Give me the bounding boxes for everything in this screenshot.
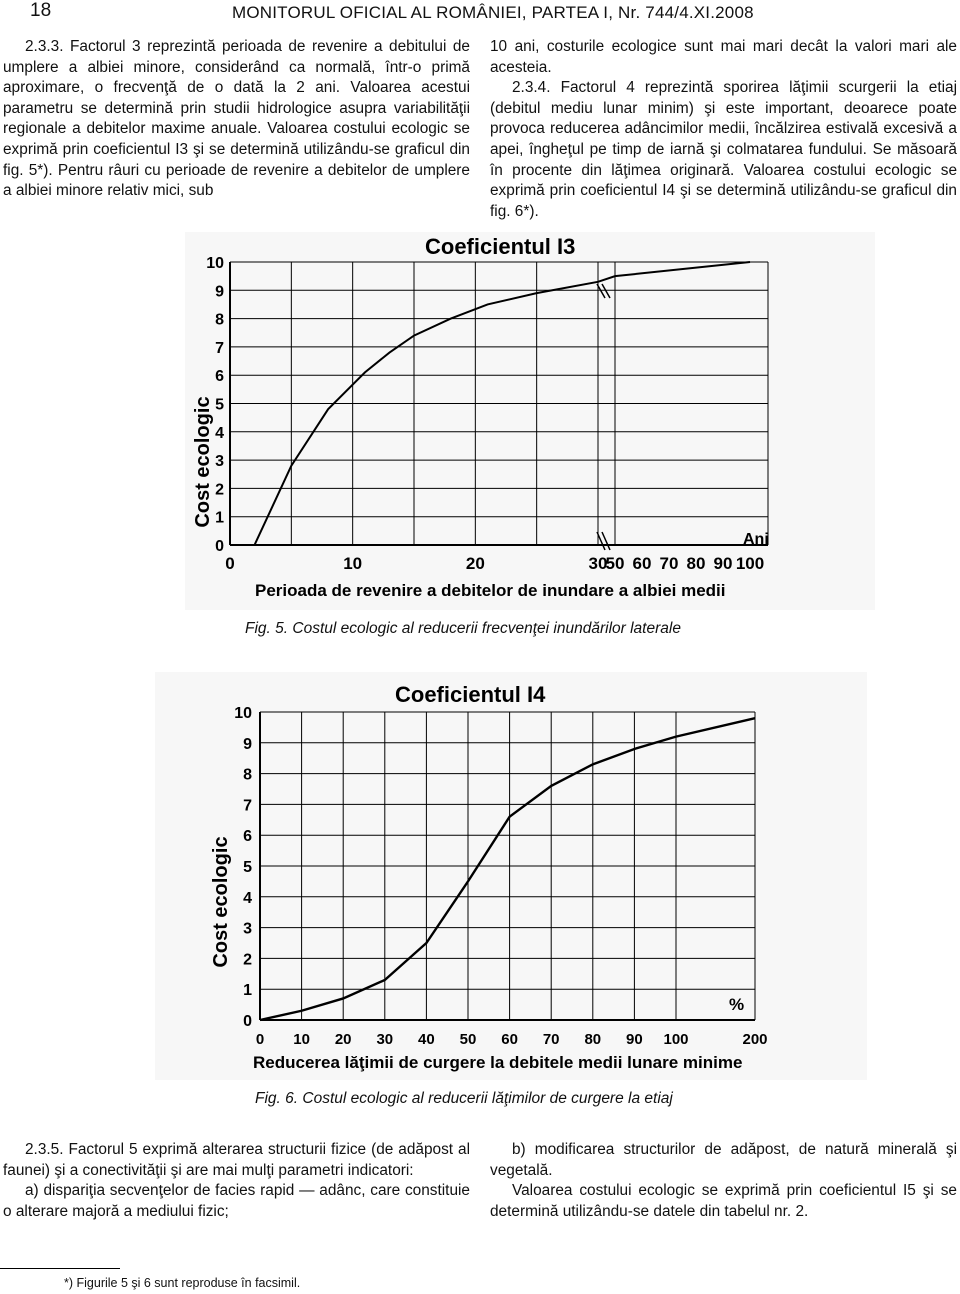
y-tick-label: 0 xyxy=(243,1013,252,1030)
top-left-column xyxy=(3,37,470,202)
page-header: MONITORUL OFICIAL AL ROMÂNIEI, PARTEA I, Nr. 744/4.XI.2008 xyxy=(232,3,754,22)
figure-5 xyxy=(185,232,875,610)
paragraph-2-3-5: 2.3.5. Factorul 5 exprimă alterarea structurii fizice (de adăpost al faunei) şi a conectivităţii şi are mai mulţi parametri indicatori: xyxy=(3,1141,470,1179)
y-tick-label: 9 xyxy=(243,735,252,753)
x-tick-label: 60 xyxy=(632,554,652,573)
y-tick-label: 7 xyxy=(215,339,224,357)
y-tick-label: 6 xyxy=(215,368,224,386)
x-tick-label: 40 xyxy=(418,1031,435,1048)
x-tick-label: 60 xyxy=(501,1031,518,1048)
x-unit-label: % xyxy=(729,995,745,1014)
x-tick-label: 20 xyxy=(465,554,485,573)
y-tick-label: 3 xyxy=(215,453,224,471)
chart-i4 xyxy=(155,672,867,1080)
y-tick-label: 8 xyxy=(243,766,252,784)
bottom-right-column xyxy=(490,1140,957,1222)
y-tick-label: 10 xyxy=(234,705,252,722)
x-tick-label: 80 xyxy=(686,554,706,573)
y-tick-label: 2 xyxy=(215,481,224,499)
y-tick-label: 9 xyxy=(215,283,224,301)
x-tick-label: 70 xyxy=(542,1031,560,1048)
x-tick-label: 50 xyxy=(459,1031,477,1048)
x-tick-label: 30 xyxy=(588,554,608,573)
y-axis-label: Cost ecologic xyxy=(210,836,232,968)
x-tick-label: 30 xyxy=(376,1031,394,1048)
x-tick-label: 10 xyxy=(343,554,363,573)
data-line xyxy=(260,718,755,1020)
paragraph-item-a: a) dispariţia secvenţelor de facies rapid — adânc, care constituie o alterare majoră a mediului fizic; xyxy=(3,1182,470,1220)
paragraph-2-3-4: 2.3.4. Factorul 4 reprezintă sporirea lăţimii scurgerii la etiaj (debitul mediu lunar minim) şi este important, deoarece poate provoca reducerea adâncimilor medii, încălzirea estivală excesivă a apei, îngheţul pe timp de iarnă şi colmatarea fundului. Se măsoară în procente din lăţimea originară. Valoarea costului ecologic se exprimă prin coeficientul I4 şi se determină utilizându-se graficul din fig. 6*). xyxy=(490,79,957,220)
x-tick-label: 200 xyxy=(742,1031,768,1048)
x-tick-label: 0 xyxy=(255,1031,265,1048)
figure-6-caption: Fig. 6. Costul ecologic al reducerii lăţimilor de curgere la etiaj xyxy=(255,1090,673,1107)
x-tick-label: 10 xyxy=(293,1031,310,1048)
x-tick-label: 90 xyxy=(626,1031,643,1048)
y-tick-label: 6 xyxy=(243,828,252,846)
x-axis-label: Reducerea lăţimii de curgere la debitele medii lunare minime xyxy=(253,1053,743,1072)
footnote-divider xyxy=(0,1268,120,1269)
x-axis-label: Perioada de revenire a debitelor de inundare a albiei medii xyxy=(255,581,726,600)
y-tick-label: 1 xyxy=(215,509,224,527)
y-axis-label: Cost ecologic xyxy=(192,396,214,528)
y-tick-label: 5 xyxy=(215,396,224,414)
x-tick-label: 20 xyxy=(334,1031,352,1048)
chart-title: Coeficientul I3 xyxy=(425,234,576,259)
paragraph-i5: Valoarea costului ecologic se exprimă prin coeficientul I5 şi se determină utilizându-se datele din tabelul nr. 2. xyxy=(490,1182,957,1220)
paragraph-continuation: 10 ani, costurile ecologice sunt mai mari decât la valori mari ale acesteia. xyxy=(490,38,957,76)
x-tick-label: 0 xyxy=(225,554,235,573)
x-tick-label: 100 xyxy=(735,554,765,573)
y-tick-label: 10 xyxy=(206,255,224,272)
x-tick-label: 90 xyxy=(713,554,733,573)
bottom-left-column xyxy=(3,1140,470,1222)
x-tick-label: 80 xyxy=(584,1031,602,1048)
figure-5-caption: Fig. 5. Costul ecologic al reducerii frecvenţei inundărilor laterale xyxy=(245,620,681,637)
paragraph-item-b: b) modificarea structurilor de adăpost, de natură minerală şi vegetală. xyxy=(490,1141,957,1179)
x-unit-label: Ani xyxy=(743,531,769,548)
chart-i3 xyxy=(185,232,875,610)
y-tick-label: 8 xyxy=(215,311,224,329)
top-right-column xyxy=(490,37,957,222)
y-tick-label: 0 xyxy=(215,538,224,555)
footnote: *) Figurile 5 şi 6 sunt reproduse în facsimil. xyxy=(64,1276,301,1290)
y-tick-label: 4 xyxy=(243,889,252,907)
paragraph-2-3-3: 2.3.3. Factorul 3 reprezintă perioada de revenire a debitului de umplere a albiei minore, considerând ca normală, într-o primă aproximare, o frecvenţă de o dată la 2 ani. Valoarea acestui parametru se determină prin studii hidrologice asupra variabilităţii regionale a debitelor maxime anuale. Valoarea costului ecologic se exprimă prin coeficientul I3 şi se determină utilizându-se graficul din fig. 5*). Pentru râuri cu perioade de revenire a debitelor de umplere a albiei minore relativ mici, sub xyxy=(3,38,470,200)
y-tick-label: 4 xyxy=(215,424,224,442)
page-number: 18 xyxy=(30,0,52,21)
figure-6 xyxy=(155,672,867,1080)
y-tick-label: 1 xyxy=(243,982,252,1000)
y-tick-label: 5 xyxy=(243,859,252,876)
y-tick-label: 3 xyxy=(243,920,252,938)
x-tick-label: 70 xyxy=(659,554,679,573)
x-tick-label: 100 xyxy=(663,1031,689,1048)
y-tick-label: 7 xyxy=(243,797,252,815)
y-tick-label: 2 xyxy=(243,951,252,969)
chart-title: Coeficientul I4 xyxy=(395,682,546,707)
x-tick-label: 50 xyxy=(605,554,625,573)
